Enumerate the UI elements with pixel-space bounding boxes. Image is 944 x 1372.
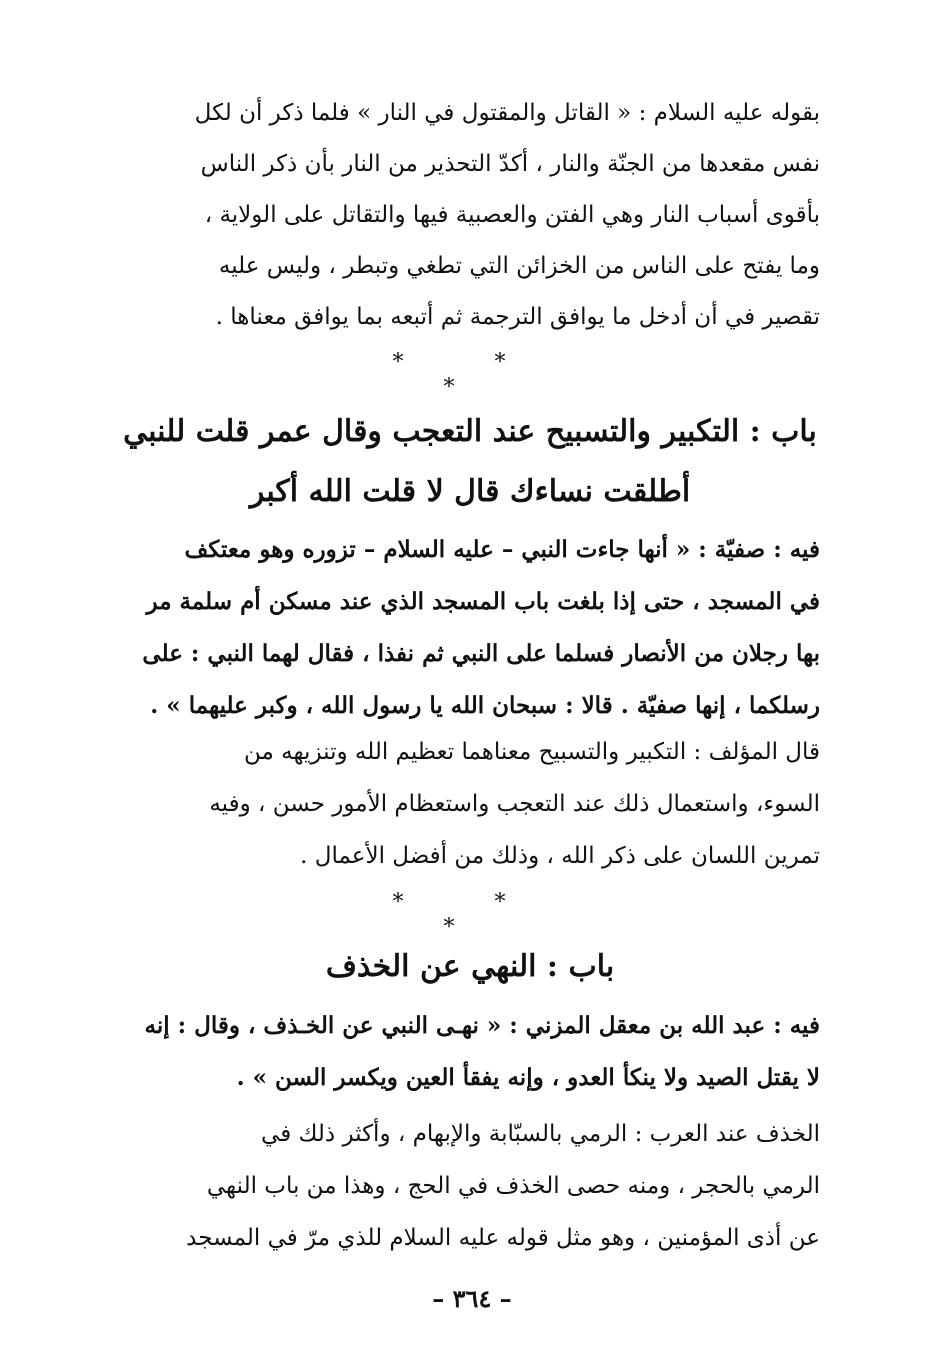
title-line: باب : النهي عن الخذف [325,949,615,984]
text-line: بقوله عليه السلام : « القاتل والمقتول في النار » فلما ذكر أن لكل [194,100,820,126]
section-separator: * * * [392,890,548,940]
title-line: باب : التكبير والتسبيح عند التعجب وقال عمر قلت للنبي [123,414,817,449]
text-line: تمرين اللسان على ذكر الله ، وذلك من أفضل الأعمال . [300,843,820,869]
text-line: السوء، واستعمال ذلك عند التعجب واستعظام الأمور حسن ، وفيه [209,791,820,817]
text-line: فيه : صفيّة : « أنها جاءت النبي – عليه السلام – تزوره وهو معتكف [184,536,820,563]
section-separator: * * * [392,350,548,400]
text-line: في المسجد ، حتى إذا بلغت باب المسجد الذي عند مسكن أم سلمة مر [146,588,820,615]
commentary-text [120,726,820,882]
text-line: عن أذى المؤمنين ، وهو مثل قوله عليه السلام للذي مرّ في المسجد [186,1225,820,1251]
section-title [120,940,820,994]
text-line: الخذف عند العرب : الرمي بالسبّابة والإبهام ، وأكثر ذلك في [261,1121,820,1147]
hadith-text [120,1000,820,1104]
text-line: رسلكما ، إنها صفيّة . قالا : سبحان الله يا رسول الله ، وكبر عليهما » . [150,692,820,719]
page-number: – ٣٦٤ – [432,1284,512,1313]
intro-paragraph [120,88,820,343]
text-line: الرمي بالحجر ، ومنه حصى الخذف في الحج ، وهذا من باب النهي [206,1173,820,1199]
text-line: تقصير في أن أدخل ما يوافق الترجمة ثم أتبعه بما يوافق معناها . [215,304,820,330]
text-line: لا يقتل الصيد ولا ينكأ العدو ، وإنه يفقأ العين ويكسر السن » . [236,1064,820,1091]
text-line: نفس مقعدها من الجنّة والنار ، أكدّ التحذير من النار بأن ذكر الناس [200,151,820,177]
commentary-text [120,1108,820,1264]
section-title [120,402,820,522]
text-line: فيه : عبد الله بن معقل المزني : « نهـى النبي عن الخـذف ، وقال : إنه [144,1012,820,1039]
text-line: بها رجلان من الأنصار فسلما على النبي ثم نفذا ، فقال لهما النبي : على [142,640,820,667]
text-line: بأقوى أسباب النار وهي الفتن والعصبية فيها والتقاتل على الولاية ، [204,202,820,228]
text-line: قال المؤلف : التكبير والتسبيح معناهما تعظيم الله وتنزيهه من [243,739,820,765]
text-line: وما يفتح على الناس من الخزائن التي تطغي وتبطر ، وليس عليه [218,253,820,279]
title-line: أطلقت نساءك قال لا قلت الله أكبر [249,474,691,509]
hadith-text [120,524,820,732]
